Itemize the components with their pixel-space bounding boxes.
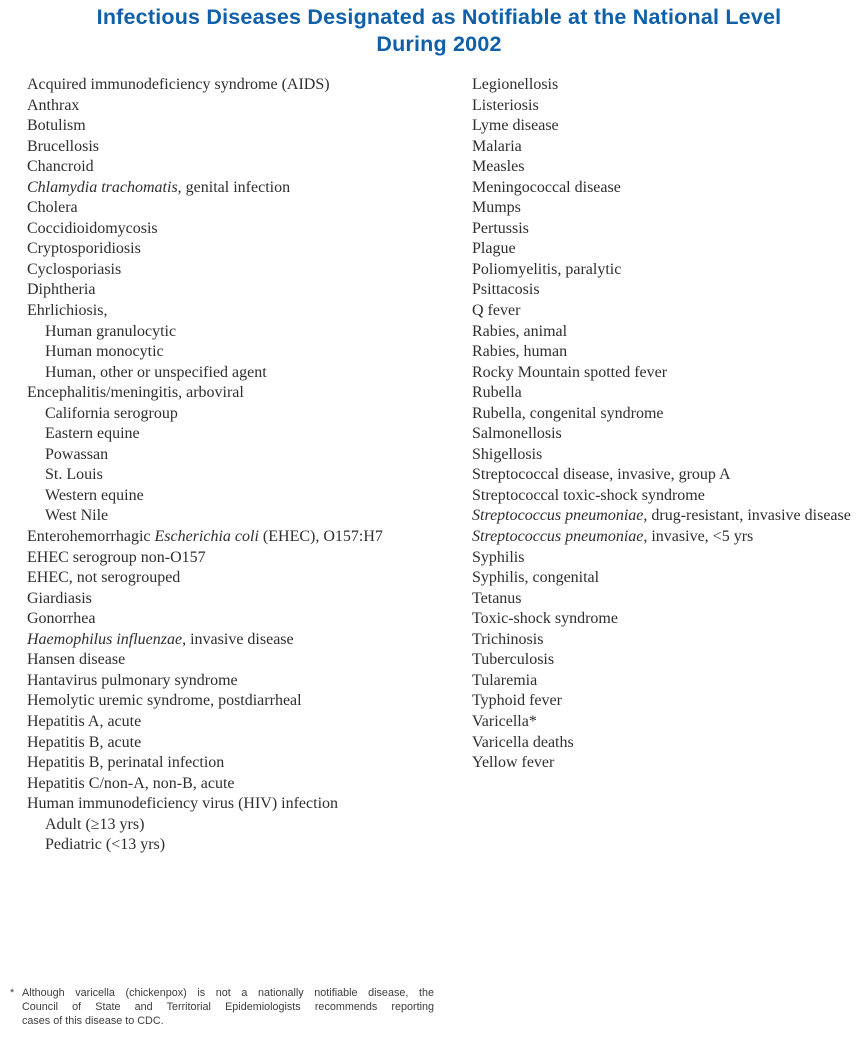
list-item: West Nile xyxy=(45,507,109,525)
list-item: Cryptosporidiosis xyxy=(27,240,141,258)
list-item: Salmonellosis xyxy=(472,425,562,443)
list-item: Human immunodeficiency virus (HIV) infection xyxy=(27,795,339,813)
list-item: Hemolytic uremic syndrome, postdiarrheal xyxy=(27,692,302,710)
list-item: Chlamydia trachomatis, genital infection xyxy=(27,178,291,196)
list-item: Syphilis, congenital xyxy=(472,569,600,587)
list-item: Trichinosis xyxy=(472,630,544,648)
list-item: Typhoid fever xyxy=(472,692,562,710)
list-item: Human granulocytic xyxy=(45,322,177,340)
list-item: Listeriosis xyxy=(472,96,539,114)
list-item: Legionellosis xyxy=(472,76,559,93)
footnote-line: cases of this disease to CDC. xyxy=(22,1014,164,1027)
list-item: Hepatitis B, acute xyxy=(27,733,142,751)
list-item: Human monocytic xyxy=(45,343,164,361)
list-item: Varicella deaths xyxy=(472,733,574,751)
list-item: Plague xyxy=(472,240,516,258)
list-item: EHEC, not serogrouped xyxy=(27,569,181,587)
list-item: Tuberculosis xyxy=(472,651,555,669)
list-item: Hansen disease xyxy=(27,651,126,669)
list-item: Hepatitis A, acute xyxy=(27,712,142,730)
list-item: Acquired immunodeficiency syndrome (AIDS) xyxy=(27,76,330,93)
list-item: Streptococcus pneumoniae, invasive, <5 yrs xyxy=(472,528,754,546)
list-item: Psittacosis xyxy=(472,281,540,299)
list-item: Diphtheria xyxy=(27,281,96,299)
list-item: Rabies, animal xyxy=(472,322,568,340)
list-item: Ehrlichiosis, xyxy=(27,302,108,320)
list-item: Q fever xyxy=(472,302,521,320)
footnote-text xyxy=(22,987,434,1029)
list-item: Rabies, human xyxy=(472,343,568,361)
footnote-line: Although varicella (chickenpox) is not a nationally notifiable disease, the xyxy=(22,987,434,999)
list-item: Cholera xyxy=(27,199,78,217)
page-title xyxy=(27,4,851,58)
list-item: Streptococcal toxic-shock syndrome xyxy=(472,486,705,504)
disease-list-right-column xyxy=(472,75,851,774)
list-item: California serogroup xyxy=(45,404,178,422)
list-item: Gonorrhea xyxy=(27,610,96,628)
list-item: Shigellosis xyxy=(472,445,543,463)
list-item: Adult (≥13 yrs) xyxy=(45,815,145,833)
list-item: Rubella xyxy=(472,384,522,402)
list-item: Malaria xyxy=(472,137,522,155)
list-item: Anthrax xyxy=(27,96,80,114)
footnote xyxy=(10,987,434,1029)
list-item: Chancroid xyxy=(27,158,94,176)
list-item: Pertussis xyxy=(472,219,529,237)
list-item: St. Louis xyxy=(45,466,103,484)
list-item: Cyclosporiasis xyxy=(27,260,122,278)
list-item: Coccidioidomycosis xyxy=(27,219,158,237)
list-item: Rocky Mountain spotted fever xyxy=(472,363,668,381)
footnote-asterisk: * xyxy=(10,987,15,999)
list-item: Brucellosis xyxy=(27,137,99,155)
list-item: Varicella* xyxy=(472,712,537,730)
list-item: Haemophilus influenzae, invasive disease xyxy=(27,630,294,648)
list-item: Rubella, congenital syndrome xyxy=(472,404,664,422)
list-item: Hantavirus pulmonary syndrome xyxy=(27,671,238,689)
list-item: Powassan xyxy=(45,445,109,463)
list-item: Western equine xyxy=(45,486,144,504)
list-item: Encephalitis/meningitis, arboviral xyxy=(27,384,244,402)
list-item: Enterohemorrhagic Escherichia coli (EHEC), O157:H7 xyxy=(27,528,383,546)
list-item: Tetanus xyxy=(472,589,522,607)
list-item: Botulism xyxy=(27,117,86,135)
list-item: Giardiasis xyxy=(27,589,92,607)
list-item: Syphilis xyxy=(472,548,525,566)
list-item: Streptococcal disease, invasive, group A xyxy=(472,466,731,484)
list-item: Poliomyelitis, paralytic xyxy=(472,260,622,278)
disease-list-left-column xyxy=(27,75,383,856)
page-title-line-1: Infectious Diseases Designated as Notifiable at the National Level xyxy=(96,5,782,29)
list-item: Pediatric (<13 yrs) xyxy=(45,836,166,854)
footnote-line: Council of State and Territorial Epidemiologists recommends reporting xyxy=(22,1000,434,1013)
list-item: Hepatitis B, perinatal infection xyxy=(27,754,225,772)
page-title-line-2: During 2002 xyxy=(376,32,502,56)
list-item: Eastern equine xyxy=(45,425,140,443)
list-item: Human, other or unspecified agent xyxy=(45,363,267,381)
list-item: Streptococcus pneumoniae, drug-resistant, invasive disease xyxy=(472,507,851,525)
list-item: Lyme disease xyxy=(472,117,559,135)
list-item: Yellow fever xyxy=(472,754,555,772)
list-item: Hepatitis C/non-A, non-B, acute xyxy=(27,774,235,792)
list-item: Measles xyxy=(472,158,525,176)
list-item: Meningococcal disease xyxy=(472,178,621,196)
list-item: Toxic-shock syndrome xyxy=(472,610,618,628)
list-item: Tularemia xyxy=(472,671,538,689)
list-item: Mumps xyxy=(472,199,521,217)
list-item: EHEC serogroup non-O157 xyxy=(27,548,206,566)
